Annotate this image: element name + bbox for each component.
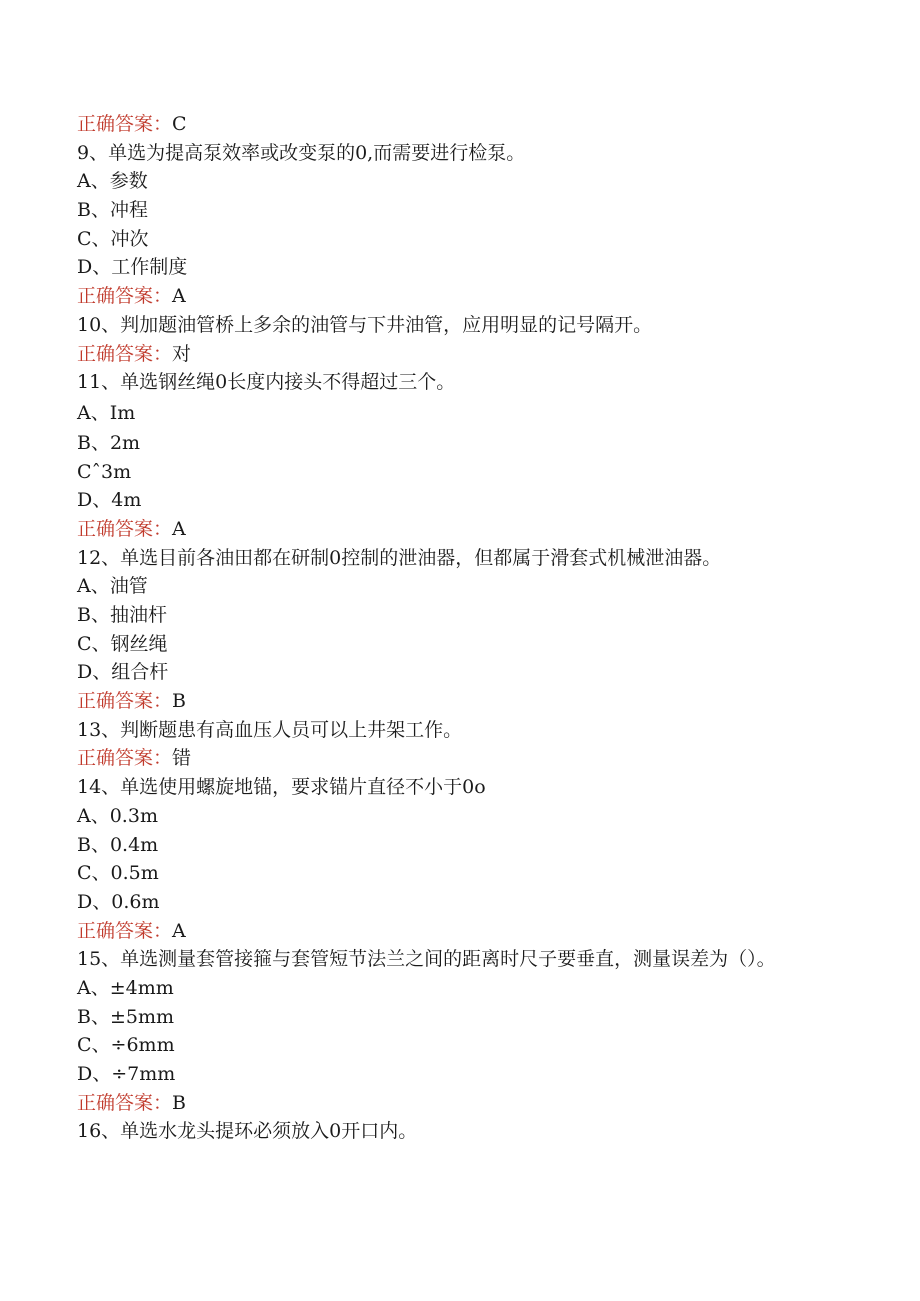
option-text: C、钢丝绳 [77,632,168,655]
question-text: 13、判断题患有高血压人员可以上井架工作。 [77,718,463,741]
answer-line: 正确答案：A [77,517,186,540]
option-text: B、±5mm [77,1005,175,1028]
option-text: A、±4mm [77,976,174,999]
option-text: C、冲次 [77,227,149,250]
option-text: B、0.4m [77,833,159,856]
option-text: C、÷6mm [77,1034,175,1057]
answer-line: 正确答案：错 [77,747,192,770]
option-text: Cˆ3m [77,460,132,483]
answer-line: 正确答案：B [77,1091,186,1114]
option-text: B、2m [77,431,141,454]
option-text: B、抽油杆 [77,604,167,626]
option-text: D、0.6m [77,890,160,913]
option-text: C、0.5m [77,862,159,885]
question-text: 15、单选测量套管接箍与套管短节法兰之间的距离时尺子要垂直，测量误差为（）。 [77,948,776,971]
option-text: A、参数 [77,170,148,193]
option-text: D、÷7mm [77,1063,176,1086]
answer-line: 正确答案：C [77,113,187,135]
answer-line: 正确答案：B [77,690,186,713]
question-text: 11、单选钢丝绳0长度内接头不得超过三个。 [77,371,456,394]
question-text: 16、单选水龙头提环必须放入0开口内。 [77,1120,418,1143]
document-page [77,110,857,1146]
option-text: A、油管 [77,575,148,598]
answer-line: 正确答案：对 [77,342,192,365]
question-text: 14、单选使用螺旋地锚，要求锚片直径不小于0o [77,776,486,799]
answer-line: 正确答案：A [77,919,186,942]
question-text: 9、单选为提高泵效率或改变泵的0,而需要进行检泵。 [77,141,526,164]
question-text: 12、单选目前各油田都在研制0控制的泄油器，但都属于滑套式机械泄油器。 [77,546,722,569]
option-text: D、4m [77,489,142,512]
option-text: B、冲程 [77,199,148,222]
option-text: A、Im [77,401,136,424]
answer-line: 正确答案：A [77,285,186,308]
option-text: A、0.3m [77,804,158,827]
question-text: 10、判加题油管桥上多余的油管与下井油管，应用明显的记号隔开。 [77,313,653,336]
option-text: D、组合杆 [77,661,169,684]
option-text: D、工作制度 [77,256,188,279]
